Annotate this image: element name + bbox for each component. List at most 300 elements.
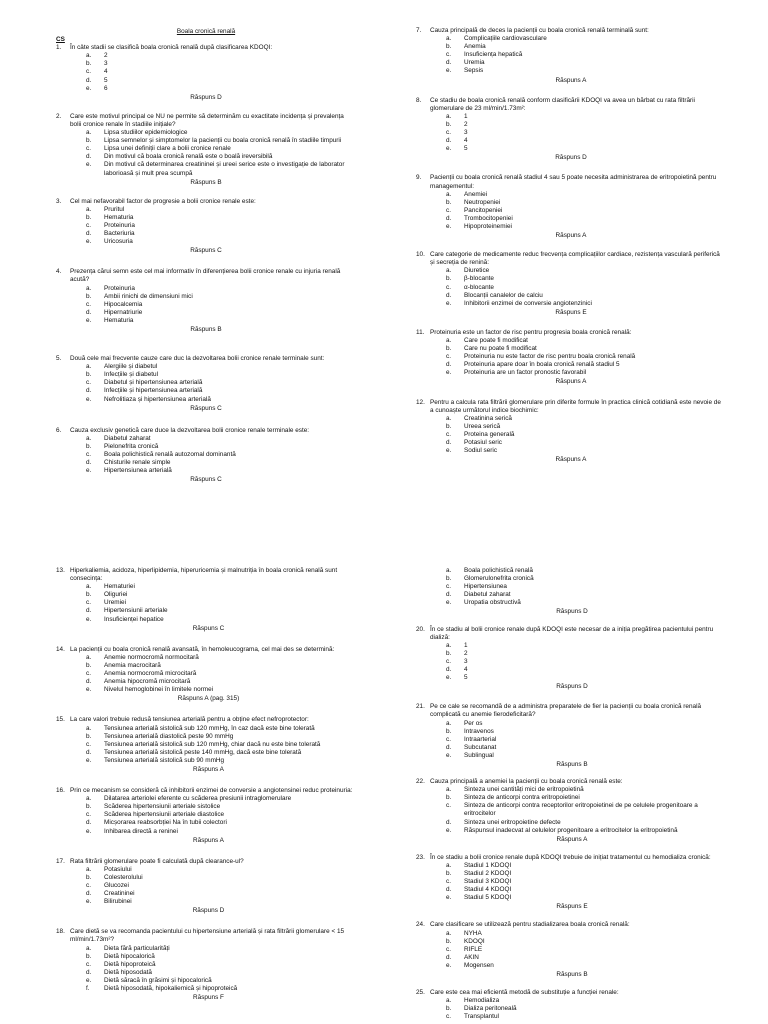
question-text: În ce stadiu al bolii cronice renale după KDOQI este necesar de a iniția pregătirea pacientului pentru dializă: bbox=[430, 625, 714, 641]
option-text: Inhibarea directă a reninei bbox=[104, 827, 178, 835]
option-letter: b. bbox=[446, 649, 452, 657]
options-list bbox=[416, 642, 728, 682]
option-text: Proteinuria bbox=[104, 221, 135, 229]
option-text: Care nu poate fi modificat bbox=[464, 345, 537, 353]
option-item bbox=[56, 68, 356, 76]
option-text: Creatinina serică bbox=[464, 414, 512, 422]
option-letter: d. bbox=[446, 743, 452, 751]
option-text: 2 bbox=[464, 120, 468, 128]
options-list bbox=[56, 945, 361, 994]
option-text: Hematuria bbox=[104, 316, 134, 324]
question-text: La care valori trebuie redusă tensiunea arterială pentru a obține efect nefroprotector: bbox=[70, 716, 309, 724]
question-number: 14. bbox=[56, 645, 65, 653]
option-letter: b. bbox=[86, 371, 92, 379]
option-text: Anemia normocromă microcitară bbox=[104, 670, 197, 678]
option-letter: a. bbox=[446, 337, 452, 344]
option-item bbox=[56, 599, 361, 607]
option-text: Sinteza de anticorpi contra eritropoietinei bbox=[464, 794, 580, 802]
option-letter: b. bbox=[86, 60, 92, 68]
question-block bbox=[416, 174, 726, 240]
option-letter: c. bbox=[446, 735, 451, 743]
option-letter: e. bbox=[446, 222, 452, 230]
option-text: Uremiei bbox=[104, 599, 127, 607]
option-item bbox=[56, 616, 361, 624]
option-text: Lipsa unei definiții clare a bolii cronice renale bbox=[104, 145, 231, 153]
answer-label: Răspuns D bbox=[556, 683, 588, 691]
option-letter: e. bbox=[446, 145, 452, 153]
option-item bbox=[56, 678, 361, 686]
option-letter: a. bbox=[446, 567, 452, 574]
option-letter: b. bbox=[86, 292, 92, 300]
option-item bbox=[56, 60, 356, 68]
option-letter: b. bbox=[86, 213, 92, 221]
option-letter: c. bbox=[86, 379, 91, 387]
option-text: Hipertensiunea bbox=[464, 583, 507, 591]
option-letter: e. bbox=[86, 756, 92, 764]
option-item bbox=[416, 267, 726, 275]
option-item bbox=[416, 599, 728, 607]
option-text: Potasiului bbox=[104, 865, 132, 873]
option-letter: d. bbox=[86, 748, 92, 756]
question-text: Ce stadiu de boala cronică renală conform clasificării KDOQI va avea un bărbat cu rata filtrării glomerulare de 23 ml/min/1.73m²: bbox=[430, 96, 695, 112]
option-letter: a. bbox=[446, 414, 452, 422]
option-text: Sinteza unei cantități mici de eritropoietină bbox=[464, 786, 584, 794]
option-item bbox=[416, 591, 728, 599]
question-number: 3. bbox=[56, 197, 62, 205]
options-list bbox=[56, 795, 361, 835]
option-text: Sublingual bbox=[464, 751, 494, 759]
option-text: Dietă săracă în grăsimi și hipocalorică bbox=[104, 976, 212, 984]
option-item bbox=[56, 961, 361, 969]
question-row bbox=[416, 989, 728, 997]
option-text: Anemia macrocitară bbox=[104, 661, 161, 669]
option-text: Sinteza unei eritropoietine defecte bbox=[464, 818, 561, 826]
option-item bbox=[56, 129, 356, 137]
option-item bbox=[56, 206, 356, 214]
option-text: 1 bbox=[464, 112, 468, 120]
option-text: Glucozei bbox=[104, 882, 129, 889]
option-letter: c. bbox=[446, 1013, 451, 1021]
answer-label: Răspuns B bbox=[190, 326, 222, 333]
option-text: Hematuriei bbox=[104, 583, 135, 591]
option-text: Intravenos bbox=[464, 727, 494, 735]
option-letter: a. bbox=[86, 205, 92, 213]
option-letter: e. bbox=[446, 826, 452, 834]
option-item bbox=[416, 59, 726, 67]
option-item bbox=[416, 345, 726, 353]
option-text: Sinteza de anticorpi contra receptorilor eritropoietinei de pe celulele progenitoare a eritrocitelor bbox=[464, 802, 698, 818]
question-block bbox=[56, 928, 361, 1002]
option-text: Scăderea hipertensiunii arteriale diastolice bbox=[104, 811, 225, 819]
option-letter: d. bbox=[86, 153, 92, 161]
option-item bbox=[56, 363, 356, 371]
option-item bbox=[416, 51, 726, 59]
option-text: Lipsa studiilor epidemiologice bbox=[104, 129, 188, 137]
option-text: Stadiul 3 KDOQI bbox=[464, 878, 512, 886]
option-text: Subcutanat bbox=[464, 743, 497, 751]
option-text: Transplantul bbox=[464, 1013, 499, 1021]
option-letter: a. bbox=[86, 583, 92, 591]
option-letter: e. bbox=[446, 961, 452, 969]
option-item bbox=[416, 642, 728, 650]
question-row bbox=[416, 27, 726, 35]
question-block bbox=[56, 198, 356, 256]
option-letter: e. bbox=[446, 751, 452, 759]
option-letter: a. bbox=[446, 929, 452, 937]
option-text: Din motivul că boala cronică renală este o boală ireversibilă bbox=[104, 153, 273, 161]
option-item bbox=[416, 129, 726, 137]
option-letter: a. bbox=[86, 129, 92, 137]
option-letter: f. bbox=[86, 985, 90, 993]
option-letter: d. bbox=[446, 361, 452, 369]
option-text: Hipoproteinemiei bbox=[464, 222, 512, 230]
option-item bbox=[56, 819, 361, 827]
option-letter: e. bbox=[86, 316, 92, 324]
option-letter: b. bbox=[86, 803, 92, 811]
question-block bbox=[56, 427, 356, 485]
question-text: În ce stadiu a bolii cronice renale după KDOQI trebuie de inițiat tratamentul cu hemodializa cronică: bbox=[430, 853, 711, 861]
option-item bbox=[56, 161, 356, 177]
answer-label: Răspuns B bbox=[556, 760, 588, 768]
options-list bbox=[56, 285, 356, 325]
option-item bbox=[416, 794, 728, 802]
option-item bbox=[56, 803, 361, 811]
option-letter: d. bbox=[86, 76, 92, 84]
option-text: Nefrolitiaza și hipertensiunea arterială bbox=[104, 395, 211, 403]
option-letter: e. bbox=[86, 898, 92, 906]
column-top-right bbox=[416, 27, 726, 464]
option-item bbox=[416, 819, 728, 827]
option-item bbox=[56, 301, 356, 309]
answer-label: Răspuns A (pag. 315) bbox=[177, 695, 240, 703]
question-number: 15. bbox=[56, 716, 65, 724]
option-text: Sodiul seric bbox=[464, 447, 498, 455]
option-item bbox=[56, 77, 356, 85]
option-item bbox=[416, 1005, 728, 1013]
option-item bbox=[416, 752, 728, 760]
option-item bbox=[416, 423, 726, 431]
question-text: Cel mai nefavorabil factor de progresie a bolii cronice renale este: bbox=[70, 197, 256, 205]
question-block bbox=[416, 989, 728, 1021]
options-list bbox=[56, 363, 356, 403]
option-letter: a. bbox=[86, 284, 92, 292]
option-letter: c. bbox=[446, 283, 451, 291]
option-item bbox=[416, 946, 728, 954]
question-text: La pacienții cu boala cronică renală avansată, în hemoleucograma, cel mai des se determină: bbox=[70, 645, 335, 653]
question-text: Care categorie de medicamente reduc frecvența complicațiilor cardiace, rezistența vasculară periferică și secreția de renină: bbox=[430, 251, 720, 267]
question-text: Pe ce cale se recomandă de a administra preparatele de fier la pacienții cu boala cronică renală complicată cu anemie fierodeficitară? bbox=[430, 703, 702, 719]
question-row bbox=[56, 928, 361, 944]
option-item bbox=[416, 431, 726, 439]
option-letter: b. bbox=[446, 120, 452, 128]
question-text: Două cele mai frecvente cauze care duc la dezvoltarea bolii cronice renale terminale sunt: bbox=[70, 355, 325, 363]
question-block bbox=[56, 268, 356, 334]
option-letter: d. bbox=[86, 607, 92, 615]
option-text: Diabetul zaharat bbox=[104, 434, 151, 442]
option-text: 3 bbox=[464, 657, 468, 665]
option-text: Creatininei bbox=[104, 890, 135, 898]
question-block bbox=[416, 778, 728, 844]
option-item bbox=[56, 733, 361, 741]
option-text: Uricosuria bbox=[104, 238, 133, 246]
question-row bbox=[416, 399, 726, 415]
answer-label: Răspuns C bbox=[190, 404, 222, 412]
option-item bbox=[56, 945, 361, 953]
option-letter: c. bbox=[446, 129, 451, 137]
option-letter: d. bbox=[446, 953, 452, 961]
option-letter: d. bbox=[446, 137, 452, 145]
answer-label: Răspuns D bbox=[555, 154, 587, 162]
option-text: KDOQI bbox=[464, 937, 485, 945]
option-item bbox=[56, 467, 356, 475]
question-list bbox=[56, 567, 361, 1002]
question-number: 12. bbox=[416, 398, 425, 406]
option-item bbox=[56, 749, 361, 757]
column-top-left bbox=[56, 28, 356, 484]
option-item bbox=[416, 894, 728, 902]
option-letter: b. bbox=[446, 1005, 452, 1013]
option-item bbox=[416, 728, 728, 736]
option-letter: d. bbox=[86, 230, 92, 238]
option-text: Pruritul bbox=[104, 205, 125, 213]
option-text: 4 bbox=[104, 68, 108, 76]
option-letter: c. bbox=[446, 353, 451, 361]
option-item bbox=[56, 293, 356, 301]
answer-label: Răspuns C bbox=[192, 624, 225, 632]
option-item bbox=[416, 786, 728, 794]
question-number: 24. bbox=[416, 921, 425, 929]
question-text: Cauza principală de deces la pacienții cu boala cronică renală terminală sunt: bbox=[430, 27, 649, 34]
option-item bbox=[56, 214, 356, 222]
option-item bbox=[56, 795, 361, 803]
options-list bbox=[56, 654, 361, 694]
option-text: Tensiunea arterială diastolică peste 90 mmHg bbox=[104, 732, 234, 740]
option-letter: e. bbox=[86, 395, 92, 403]
question-row bbox=[416, 626, 728, 642]
question-number: 7. bbox=[416, 27, 422, 34]
option-item bbox=[416, 674, 728, 682]
question-row bbox=[56, 858, 361, 866]
option-letter: a. bbox=[86, 52, 92, 60]
answer-label: Răspuns F bbox=[193, 994, 224, 1002]
option-letter: e. bbox=[86, 467, 92, 475]
option-text: Tensiunea arterială sistolică peste 140 mmHg, dacă este bine tolerată bbox=[104, 748, 302, 756]
option-text: Care poate fi modificat bbox=[464, 337, 528, 344]
option-item bbox=[56, 443, 356, 451]
question-row bbox=[416, 778, 728, 786]
option-text: 6 bbox=[104, 84, 108, 92]
option-text: Tensiunea arterială sistolică sub 120 mmHg, chiar dacă nu este bine tolerată bbox=[104, 740, 321, 748]
question-list bbox=[416, 567, 728, 1022]
option-item bbox=[56, 230, 356, 238]
option-item bbox=[56, 459, 356, 467]
option-letter: e. bbox=[86, 827, 92, 835]
option-letter: a. bbox=[446, 997, 452, 1005]
option-letter: b. bbox=[86, 952, 92, 960]
option-item bbox=[56, 317, 356, 325]
option-letter: d. bbox=[446, 59, 452, 67]
option-item bbox=[56, 969, 361, 977]
question-number: 22. bbox=[416, 778, 425, 786]
question-block bbox=[416, 399, 726, 465]
option-letter: e. bbox=[86, 615, 92, 623]
option-letter: b. bbox=[446, 198, 452, 206]
option-text: Intraarterial bbox=[464, 735, 497, 743]
option-text: Insuficienței hepatice bbox=[104, 615, 164, 623]
option-item bbox=[416, 121, 726, 129]
option-item bbox=[416, 827, 728, 835]
option-letter: c. bbox=[86, 599, 91, 607]
option-text: Boala polichistică renală bbox=[464, 567, 533, 574]
question-list bbox=[416, 27, 726, 464]
option-item bbox=[56, 725, 361, 733]
option-text: Bilirubinei bbox=[104, 898, 132, 906]
option-letter: e. bbox=[86, 84, 92, 92]
option-text: Mogensen bbox=[464, 961, 494, 969]
question-number: 13. bbox=[56, 567, 65, 574]
option-letter: c. bbox=[446, 657, 451, 665]
question-number: 23. bbox=[416, 853, 425, 861]
question-text: Care este cea mai eficientă metodă de substituție a funcției renale: bbox=[430, 989, 619, 997]
option-text: Stadiul 1 KDOQI bbox=[464, 861, 512, 869]
option-text: Proteina generală bbox=[464, 430, 515, 438]
question-block bbox=[416, 703, 728, 769]
question-text: Care clasificare se utilizează pentru stadializarea boala cronică renală: bbox=[430, 921, 630, 929]
answer-label: Răspuns E bbox=[556, 903, 588, 911]
question-number: 5. bbox=[56, 355, 62, 363]
question-number: 6. bbox=[56, 426, 62, 434]
answer-label: Răspuns B bbox=[190, 178, 222, 186]
question-number: 20. bbox=[416, 625, 425, 633]
option-letter: d. bbox=[86, 459, 92, 467]
options-list bbox=[416, 337, 726, 377]
option-item bbox=[416, 292, 726, 300]
option-letter: b. bbox=[446, 275, 452, 283]
option-item bbox=[56, 866, 361, 874]
option-text: Scăderea hipertensiunii arteriale sistolice bbox=[104, 803, 221, 811]
option-letter: a. bbox=[86, 865, 92, 873]
option-letter: a. bbox=[446, 35, 452, 43]
question-number: 25. bbox=[416, 989, 425, 997]
option-text: Glomerulonefrita cronică bbox=[464, 575, 534, 583]
option-letter: c. bbox=[446, 945, 451, 953]
option-item bbox=[416, 650, 728, 658]
option-letter: a. bbox=[446, 190, 452, 198]
option-item bbox=[56, 607, 361, 615]
option-text: Stadiul 5 KDOQI bbox=[464, 894, 512, 902]
question-text: Cauza principală a anemiei la pacienții cu boala cronică renală este: bbox=[430, 778, 623, 786]
option-letter: a. bbox=[86, 434, 92, 442]
question-row bbox=[56, 355, 356, 363]
option-item bbox=[416, 447, 726, 455]
option-letter: e. bbox=[86, 238, 92, 246]
options-list bbox=[416, 567, 728, 607]
option-text: Anemiei bbox=[464, 190, 488, 198]
option-item bbox=[56, 662, 361, 670]
option-letter: d. bbox=[86, 819, 92, 827]
option-letter: b. bbox=[86, 732, 92, 740]
option-letter: e. bbox=[446, 67, 452, 75]
option-letter: d. bbox=[446, 591, 452, 599]
option-item bbox=[56, 222, 356, 230]
option-letter: c. bbox=[446, 878, 451, 886]
option-text: α-blocante bbox=[464, 283, 494, 291]
option-text: Potasiul seric bbox=[464, 439, 503, 447]
option-text: Dietă hipoproteică bbox=[104, 960, 156, 968]
option-letter: d. bbox=[446, 818, 452, 826]
answer-label: Răspuns A bbox=[555, 378, 587, 386]
option-text: Anemia bbox=[464, 43, 486, 51]
option-letter: b. bbox=[86, 137, 92, 145]
option-item bbox=[56, 285, 356, 293]
options-list bbox=[56, 866, 361, 906]
question-block bbox=[416, 567, 728, 617]
option-item bbox=[56, 85, 356, 93]
option-letter: c. bbox=[86, 300, 91, 308]
option-text: 2 bbox=[464, 649, 468, 657]
option-item bbox=[416, 35, 726, 43]
option-letter: a. bbox=[446, 112, 452, 120]
option-letter: b. bbox=[86, 442, 92, 450]
options-list bbox=[56, 52, 356, 92]
option-text: Neutropeniei bbox=[464, 198, 501, 206]
options-list bbox=[56, 206, 356, 246]
option-letter: a. bbox=[446, 267, 452, 275]
question-number: 11. bbox=[416, 328, 425, 336]
option-letter: e. bbox=[446, 894, 452, 902]
option-item bbox=[56, 670, 361, 678]
option-text: Dietă hipocalorică bbox=[104, 952, 155, 960]
question-number: 8. bbox=[416, 96, 422, 104]
answer-label: Răspuns A bbox=[193, 836, 224, 844]
options-list bbox=[56, 129, 356, 178]
answer-label: Răspuns A bbox=[193, 765, 224, 773]
option-text: Hipernatriurie bbox=[104, 308, 143, 316]
option-text: Dilatarea arteriolei eferente cu scăderea presiunii intraglomerulare bbox=[104, 795, 292, 803]
page-title: Boala cronică renală bbox=[176, 28, 236, 35]
option-item bbox=[56, 811, 361, 819]
section-label: CS bbox=[56, 36, 65, 44]
option-letter: b. bbox=[86, 873, 92, 881]
question-row bbox=[416, 921, 728, 929]
option-text: Micșorarea reabsorbției Na în tubii colectori bbox=[104, 819, 227, 827]
answer-label: Răspuns A bbox=[555, 76, 587, 84]
option-item bbox=[56, 583, 361, 591]
option-letter: b. bbox=[446, 575, 452, 583]
question-block bbox=[56, 716, 361, 774]
column-bottom-right bbox=[416, 567, 728, 1022]
option-text: Trombocitopeniei bbox=[464, 214, 513, 222]
option-text: 5 bbox=[104, 76, 108, 84]
option-text: 2 bbox=[104, 52, 108, 60]
option-letter: c. bbox=[86, 811, 91, 819]
options-list bbox=[56, 725, 361, 765]
option-letter: e. bbox=[86, 161, 92, 169]
option-letter: c. bbox=[446, 206, 451, 214]
option-text: Tensiunea arterială sistolică sub 120 mmHg, în caz dacă este bine tolerată bbox=[104, 724, 315, 732]
option-text: Proteinuria are un factor pronostic favorabil bbox=[464, 369, 587, 377]
options-list bbox=[416, 191, 726, 231]
option-text: Blocanții canalelor de calciu bbox=[464, 291, 543, 299]
option-item bbox=[56, 238, 356, 246]
option-text: Hematuria bbox=[104, 213, 134, 221]
option-text: Lipsa semnelor și simptomelor la pacienții cu boala cronică renală în stadiile timpurii bbox=[104, 137, 342, 145]
option-letter: a. bbox=[86, 363, 92, 371]
option-letter: d. bbox=[446, 666, 452, 674]
option-item bbox=[416, 938, 728, 946]
options-list bbox=[416, 862, 728, 902]
question-number: 21. bbox=[416, 703, 425, 711]
